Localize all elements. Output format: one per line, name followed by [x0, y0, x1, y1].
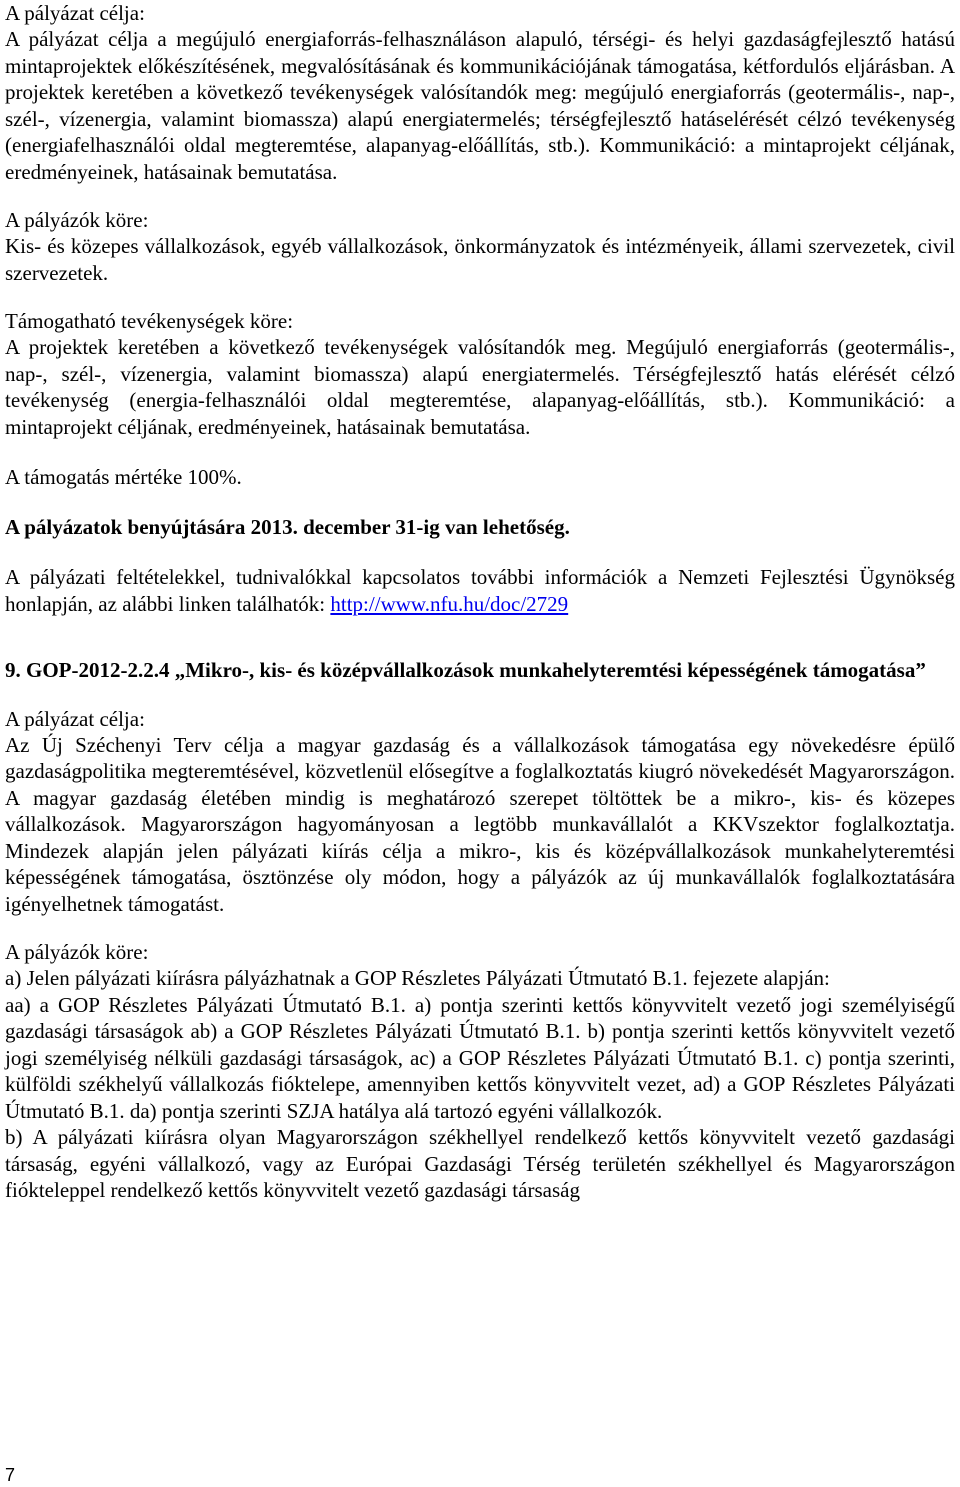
section-title: 9. GOP-2012-2.2.4 „Mikro-, kis- és középvállalkozások munkahelyteremtési képességének támogatása” [5, 658, 926, 682]
goal-heading-2: A pályázat célja: [5, 706, 145, 731]
goal-paragraph: A pályázat célja a megújuló energiaforrás-felhasználáson alapuló, térségi- és helyi gazdaságfejlesztő hatású mintaprojektek előkészítésének, megvalósításának és kommunikációjának támogatása, kétfordulós eljárásban. A projektek keretében a következő tevékenységek valósítandók meg: megújuló energiaforrás (geotermális-, nap-, szél-, vízenergia, valamint biomassza) alapú energiatermelés; térségfejlesztő hatáselérését célzó tevékenység (energiafelhasználói oldal megteremtése, alapanyag-előállítás, stb.). Kommunikáció: a mintaprojekt céljának, eredményeinek, hatásainak bemutatása. [5, 27, 955, 184]
activities-paragraph: A projektek keretében a következő tevékenységek valósítandók meg. Megújuló energiaforrás (geotermális-, nap-, szél-, vízenergia, valamint biomassza) alapú energiatermelés. Térségfejlesztő hatás elérését célzó tevékenység (energia-felhasználói oldal megteremtése, alapanyag-előállítás, stb.). Kommunikáció: a mintaprojekt céljának, eredményeinek, hatásainak bemutatása. [5, 335, 955, 439]
info-text: A pályázati feltételekkel, tudnivalókkal kapcsolatos további információk a Nemzeti Fejlesztési Ügynökség honlapján, az alábbi linken találhatók: [5, 565, 955, 616]
goal-paragraph-2: Az Új Széchenyi Terv célja a magyar gazdaság és a vállalkozások támogatása egy növekedésre épülő gazdaságpolitika megteremtésével, közvetlenül elősegítve a foglalkoztatás kiugró növekedését Magyarországon. A magyar gazdaság életében mindig is meghatározó szerepet töltöttek be a mikro-, kis- és közepes vállalkozások. Magyarországon hagyományosan a legtöbb munkavállalót a KKVszektor foglalkoztatja. Mindezek alapján jelen pályázati kiírás célja a mikro-, kis és középvállalkozások munkahelyteremtési képességének támogatása, ösztönzése oly módon, hogy a pályázók az új munkavállalók foglalkoztatására igényelhetnek támogatást. [5, 732, 955, 916]
applicants-item-aa: aa) a GOP Részletes Pályázati Útmutató B.1. a) pontja szerinti kettős könyvvitelt vezető jogi személyiségű gazdasági társaságok ab) a GOP Részletes Pályázati Útmutató B.1. b) pontja szerinti kettős könyvvitelt vezető jogi személyiség nélküli gazdasági társaságok, ac) a GOP Részletes Pályázati Útmutató B.1. c) pontja szerinti, külföldi székhelyű vállalkozás fióktelepe, amennyiben kettős könyvvitelt vezet, ad) a GOP Részletes Pályázati Útmutató B.1. da) pontja szerinti SZJA hatálya alá tartozó egyéni vállalkozók. [5, 992, 955, 1123]
applicants-paragraph: Kis- és közepes vállalkozások, egyéb vállalkozások, önkormányzatok és intézményeik, állami szervezetek, civil szervezetek. [5, 234, 955, 285]
submission-deadline: A pályázatok benyújtására 2013. december 31-ig van lehetőség. [5, 515, 570, 539]
applicants-item-b: b) A pályázati kiírásra olyan Magyarországon székhellyel rendelkező kettős könyvvitelt vezető gazdasági társaság, egyéni vállalkozó, vagy az Európai Gazdasági Térség területén székhellyel és Magyarországon fiókteleppel rendelkező kettős könyvvitelt vezető gazdasági társaság [5, 1125, 955, 1202]
applicants-heading-2: A pályázók köre: [5, 940, 149, 964]
info-paragraph [5, 564, 955, 617]
document-page [5, 0, 955, 1204]
page-number: 7 [5, 1465, 16, 1485]
goal-heading: A pályázat célja: [5, 1, 145, 25]
activities-heading: Támogatható tevékenységek köre: [5, 309, 294, 333]
applicants-item-a: a) Jelen pályázati kiírásra pályázhatnak a GOP Részletes Pályázati Útmutató B.1. fejezete alapján: [5, 966, 830, 990]
info-link[interactable]: http://www.nfu.hu/doc/2729 [330, 591, 569, 616]
applicants-heading: A pályázók köre: [5, 208, 149, 232]
support-rate: A támogatás mértéke 100%. [5, 465, 242, 489]
